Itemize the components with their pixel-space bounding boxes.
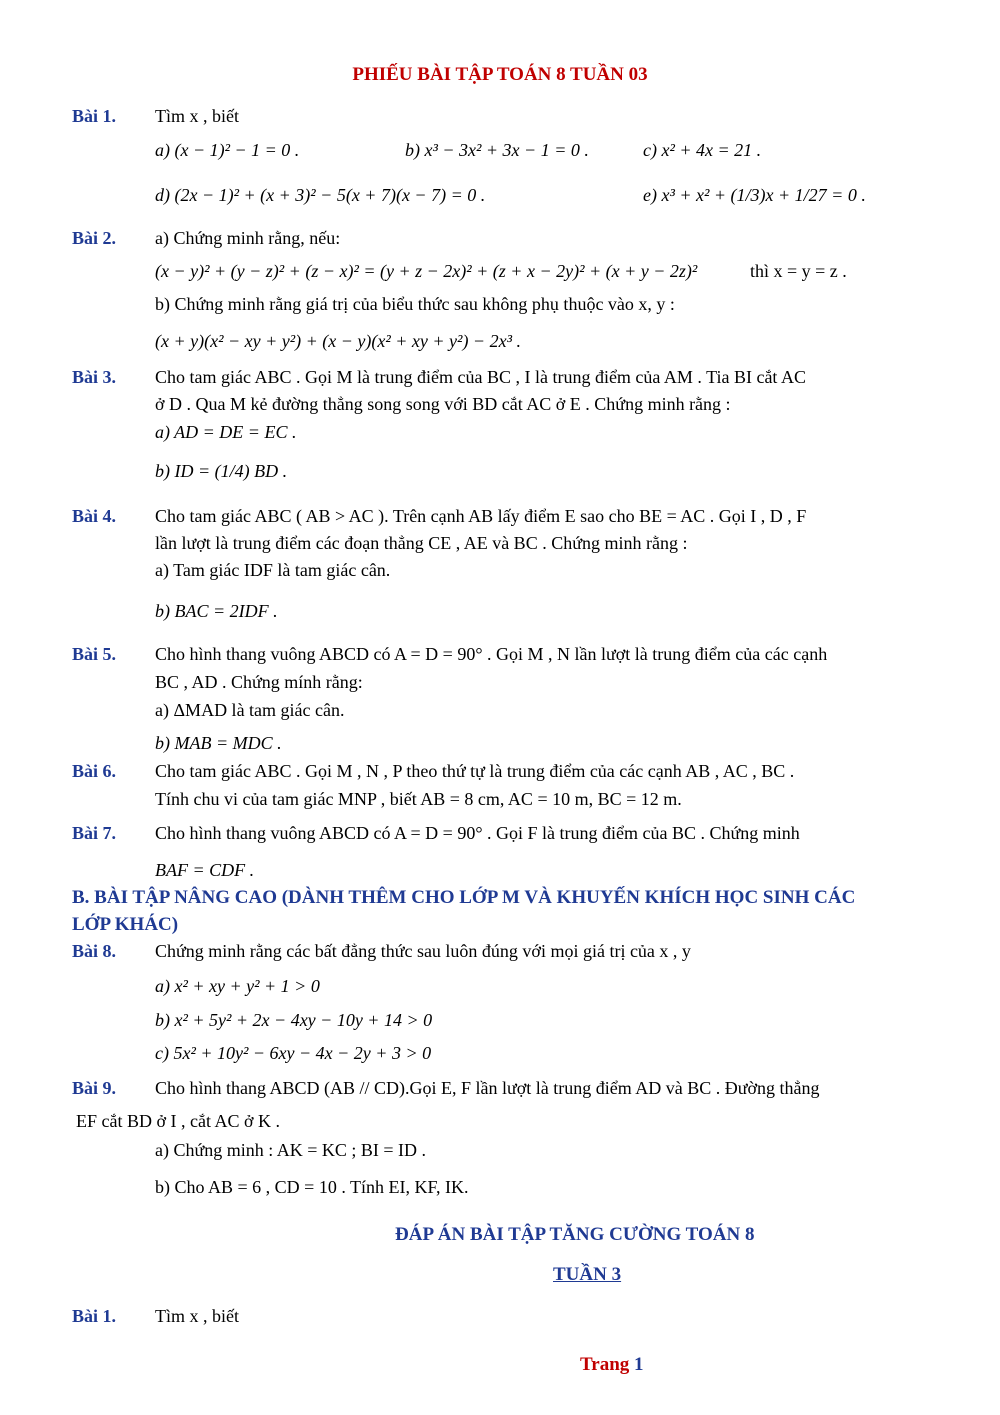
math-item: a) AD = DE = EC . [155,422,297,442]
math-item: b) x² + 5y² + 2x − 4xy − 10y + 14 > 0 [155,1010,433,1030]
exercise-prompt: Tìm x , biết [155,106,239,126]
math-item: b) BAC = 2IDF . [155,601,278,621]
page-title: PHIẾU BÀI TẬP TOÁN 8 TUẦN 03 [352,64,648,85]
exercise-text: EF cắt BD ở I , cắt AC ở K . [76,1111,281,1131]
exercise-text: Chứng minh rằng các bất đẳng thức sau luôn đúng với mọi giá trị của x , y [155,941,691,961]
math-item: b) ID = (1/4) BD . [155,461,288,481]
exercise-text: thì x = y = z . [750,261,847,281]
exercise-text: Cho tam giác ABC ( AB > AC ). Trên cạnh AB lấy điểm E sao cho BE = AC . Gọi I , D , F [155,506,807,526]
exercise-label: Bài 1. [72,106,117,126]
exercise-label: Bài 4. [72,506,117,526]
math-item: e) x³ + x² + (1/3)x + 1/27 = 0 . [643,185,866,205]
math-item: c) x² + 4x = 21 . [643,140,762,160]
math-item: c) 5x² + 10y² − 6xy − 4x − 2y + 3 > 0 [155,1043,432,1063]
math-item: a) x² + xy + y² + 1 > 0 [155,976,320,996]
exercise-text: Cho hình thang vuông ABCD có A = D = 90° . Gọi F là trung điểm của BC . Chứng minh [155,823,800,843]
exercise-label: Bài 5. [72,644,117,664]
exercise-label: Bài 8. [72,941,117,961]
exercise-label: Bài 2. [72,228,117,248]
math-item: d) (2x − 1)² + (x + 3)² − 5(x + 7)(x − 7) = 0 . [155,185,486,205]
math-equation: (x + y)(x² − xy + y²) + (x − y)(x² + xy + y²) − 2x³ . [155,331,521,351]
exercise-text: a) Chứng minh rằng, nếu: [155,228,341,248]
exercise-text: Cho tam giác ABC . Gọi M là trung điểm của BC , I là trung điểm của AM . Tia BI cắt AC [155,367,806,387]
exercise-label: Bài 7. [72,823,117,843]
answer-week: TUẦN 3 [553,1264,622,1285]
exercise-text: lần lượt là trung điểm các đoạn thẳng CE , AE và BC . Chứng minh rằng : [155,533,688,553]
math-item: BAF = CDF . [155,860,255,880]
exercise-text: b) Chứng minh rằng giá trị của biểu thức sau không phụ thuộc vào x, y : [155,294,675,314]
section-heading: LỚP KHÁC) [72,914,179,935]
answer-title: ĐÁP ÁN BÀI TẬP TĂNG CƯỜNG TOÁN 8 [395,1224,755,1245]
exercise-text: a) ΔMAD là tam giác cân. [155,700,345,720]
exercise-text: Tính chu vi của tam giác MNP , biết AB = 8 cm, AC = 10 m, BC = 12 m. [155,789,682,809]
exercise-label: Bài 3. [72,367,117,387]
exercise-text: Cho hình thang ABCD (AB // CD).Gọi E, F lần lượt là trung điểm AD và BC . Đường thẳng [155,1078,820,1098]
exercise-label: Bài 6. [72,761,117,781]
exercise-text: a) Chứng minh : AK = KC ; BI = ID . [155,1140,427,1160]
math-item: a) (x − 1)² − 1 = 0 . [155,140,300,160]
section-heading: B. BÀI TẬP NÂNG CAO (DÀNH THÊM CHO LỚP M VÀ KHUYẾN KHÍCH HỌC SINH CÁC [72,887,856,908]
exercise-text: b) Cho AB = 6 , CD = 10 . Tính EI, KF, IK. [155,1177,469,1197]
exercise-label: Bài 9. [72,1078,117,1098]
page-number: 1 [634,1354,644,1375]
exercise-text: Cho hình thang vuông ABCD có A = D = 90° . Gọi M , N lần lượt là trung điểm của các cạnh [155,644,828,664]
exercise-label: Bài 1. [72,1306,117,1326]
math-item: b) x³ − 3x² + 3x − 1 = 0 . [405,140,589,160]
math-equation: (x − y)² + (y − z)² + (z − x)² = (y + z − 2x)² + (z + x − 2y)² + (x + y − 2z)² [155,261,698,281]
footer-label: Trang [580,1354,630,1375]
exercise-text: Cho tam giác ABC . Gọi M , N , P theo thứ tự là trung điểm của các cạnh AB , AC , BC . [155,761,795,781]
exercise-text: BC , AD . Chứng mính rằng: [155,672,363,692]
exercise-text: ở D . Qua M kẻ đường thẳng song song với BD cắt AC ở E . Chứng minh rằng : [155,394,731,414]
exercise-prompt: Tìm x , biết [155,1306,239,1326]
math-item: b) MAB = MDC . [155,733,282,753]
exercise-text: a) Tam giác IDF là tam giác cân. [155,560,391,580]
page-footer [580,1354,644,1376]
